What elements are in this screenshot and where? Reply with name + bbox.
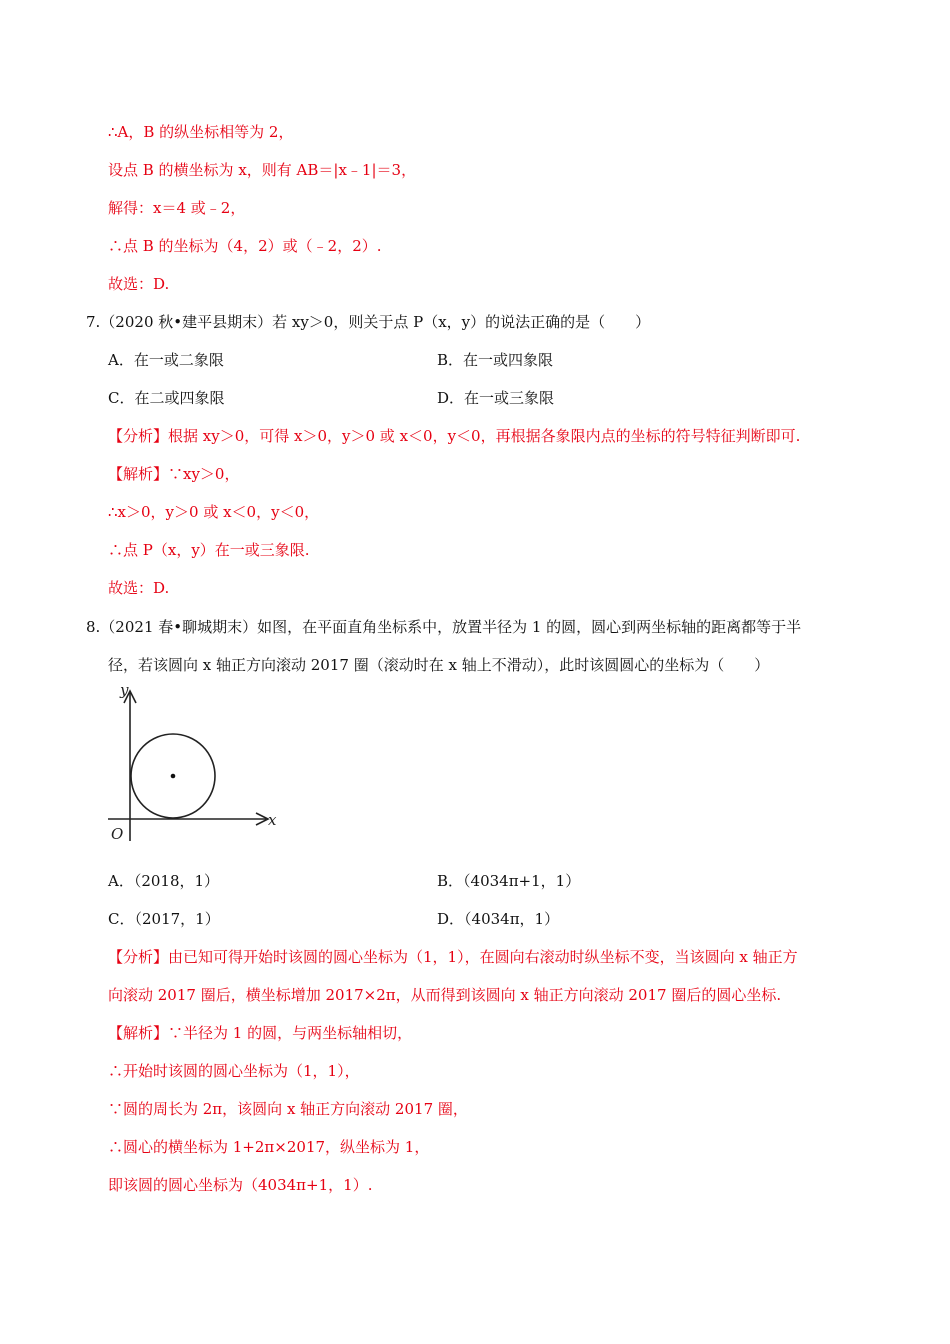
prev-solution-line-3: 解得：x＝4 或﹣2， xyxy=(108,199,246,217)
prev-solution-line-2: 设点 B 的横坐标为 x，则有 AB＝|x﹣1|＝3， xyxy=(108,161,417,179)
q7-solution-line-1: 【解析】∵xy＞0， xyxy=(108,465,240,483)
q8-analysis-line-1: 【分析】由已知可得开始时该圆的圆心坐标为（1，1），在圆向右滚动时纵坐标不变，当该圆向 x 轴正方 xyxy=(108,948,798,966)
q7-option-b: B．在一或四象限 xyxy=(437,351,554,369)
q8-solution-line-3: ∵圆的周长为 2π，该圆向 x 轴正方向滚动 2017 圈， xyxy=(108,1100,468,1118)
prev-solution-line-4: ∴点 B 的坐标为（4，2）或（﹣2，2）. xyxy=(108,237,382,255)
q7-stem: 7.（2020 秋•建平县期末）若 xy＞0，则关于点 P（x，y）的说法正确的是（ ） xyxy=(86,313,651,331)
q7-option-a: A．在一或二象限 xyxy=(108,351,224,369)
q7-solution-line-2: ∴x＞0，y＞0 或 x＜0，y＜0， xyxy=(108,503,320,521)
q8-stem-line-2: 径，若该圆向 x 轴正方向滚动 2017 圈（滚动时在 x 轴上不滑动），此时该圆圆心的坐标为（ ） xyxy=(108,656,770,674)
q7-solution-answer: 故选：D. xyxy=(108,579,170,597)
q8-stem-line-1: 8.（2021 春•聊城期末）如图，在平面直角坐标系中，放置半径为 1 的圆，圆心到两坐标轴的距离都等于半 xyxy=(86,618,802,636)
circle-center-dot xyxy=(171,774,176,779)
q7-option-c: C．在二或四象限 xyxy=(108,389,225,407)
q8-solution-line-5: 即该圆的圆心坐标为（4034π+1，1）. xyxy=(108,1176,373,1194)
x-axis-label: x xyxy=(268,811,277,829)
prev-solution-answer: 故选：D. xyxy=(108,275,170,293)
q8-option-a: A．（2018，1） xyxy=(108,872,220,890)
q8-option-d: D．（4034π，1） xyxy=(437,910,560,928)
prev-solution-line-1: ∴A，B 的纵坐标相等为 2， xyxy=(108,123,294,141)
q7-analysis: 【分析】根据 xy＞0，可得 x＞0，y＞0 或 x＜0，y＜0，再根据各象限内点的坐标的符号特征判断即可. xyxy=(108,427,801,445)
origin-label: O xyxy=(111,825,124,843)
q8-coordinate-figure xyxy=(100,683,285,843)
q8-option-b: B．（4034π+1，1） xyxy=(437,872,581,890)
q8-solution-line-2: ∴开始时该圆的圆心坐标为（1，1）， xyxy=(108,1062,360,1080)
q8-solution-line-4: ∴圆心的横坐标为 1+2π×2017，纵坐标为 1， xyxy=(108,1138,430,1156)
y-axis-label: y xyxy=(120,683,129,699)
q8-option-c: C．（2017，1） xyxy=(108,910,220,928)
q8-analysis-line-2: 向滚动 2017 圈后，横坐标增加 2017×2π，从而得到该圆向 x 轴正方向滚动 2017 圈后的圆心坐标. xyxy=(108,986,782,1004)
q7-option-d: D．在一或三象限 xyxy=(437,389,555,407)
q7-solution-line-3: ∴点 P（x，y）在一或三象限. xyxy=(108,541,310,559)
q8-solution-line-1: 【解析】∵半径为 1 的圆，与两坐标轴相切， xyxy=(108,1024,413,1042)
